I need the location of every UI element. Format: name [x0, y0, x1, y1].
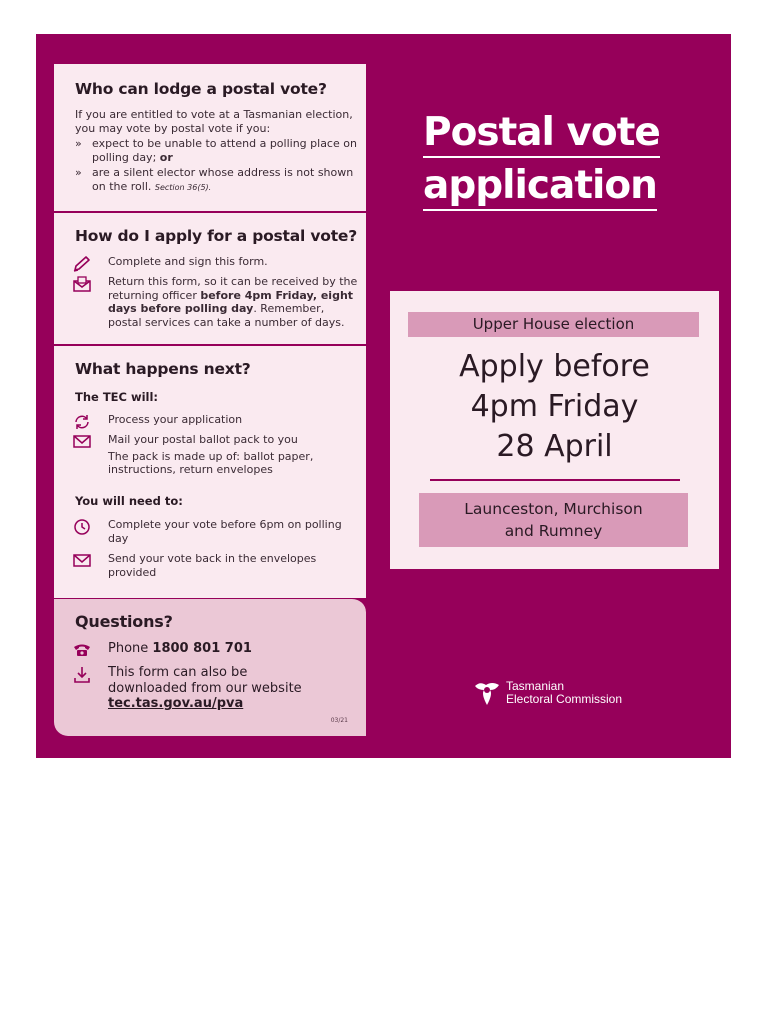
tec-will-label: The TEC will: — [75, 390, 159, 404]
download-text — [108, 665, 328, 712]
title-line1-text: Postal vote — [423, 110, 660, 158]
step2-part-b: . Remember, postal services can take a number of days. — [108, 302, 345, 329]
step2-deadline: before 4pm Friday, eight days before polling day — [108, 288, 354, 315]
region-line1: Launceston, Murchison — [464, 500, 643, 518]
step2-text — [108, 275, 358, 329]
step2-part-a: Return this form, so it can be received by the returning officer — [108, 275, 358, 302]
tec-logo — [472, 680, 642, 708]
next-heading: What happens next? — [75, 360, 251, 378]
who-intro: If you are entitled to vote at a Tasmanian election, you may vote by postal vote if you: — [75, 108, 353, 135]
download-icon — [72, 665, 94, 683]
you-need-label: You will need to: — [75, 494, 183, 508]
page-title-line1 — [423, 110, 660, 158]
bullet-mark: » — [75, 137, 82, 150]
bullet1-or: or — [159, 150, 173, 164]
how-to-apply-section — [54, 213, 366, 345]
deadline-line1: Apply before — [459, 349, 650, 384]
questions-section — [54, 598, 366, 736]
tec-logo-icon — [472, 680, 502, 708]
section-reference: Section 36(5). — [154, 182, 212, 192]
tec-item2-note: The pack is made up of: ballot paper, instructions, return envelopes — [108, 449, 314, 476]
bullet-mark: » — [75, 166, 82, 179]
title-line2-text: application — [423, 163, 657, 211]
bullet-silent-elector — [75, 166, 360, 194]
tec-item1: Process your application — [108, 413, 243, 426]
refresh-icon — [72, 413, 94, 431]
phone-text — [108, 641, 358, 657]
tec-item2 — [108, 433, 358, 477]
questions-heading: Questions? — [75, 612, 173, 631]
who-heading: Who can lodge a postal vote? — [75, 80, 327, 98]
logo-line1: Tasmanian — [506, 679, 565, 693]
who-can-lodge-section — [54, 64, 366, 212]
mail-icon — [72, 433, 94, 451]
envelope-form-icon — [72, 275, 94, 293]
phone-number[interactable]: 1800 801 701 — [152, 641, 252, 656]
download-description: This form can also be downloaded from our website — [108, 665, 302, 696]
logo-line2: Electoral Commission — [506, 692, 623, 706]
logo-text — [506, 680, 622, 706]
website-link[interactable]: tec.tas.gov.au/pva — [108, 696, 244, 711]
deadline-text — [390, 347, 719, 467]
deadline-line2: 4pm Friday — [470, 389, 639, 424]
phone-prefix: Phone — [108, 641, 149, 656]
who-bullets — [75, 137, 360, 196]
deadline-card — [390, 291, 719, 569]
form-code: 03/21 — [330, 717, 348, 724]
clock-icon — [72, 518, 94, 536]
bullet-unable-attend — [75, 137, 360, 164]
card-divider — [430, 479, 680, 481]
deadline-line3: 28 April — [496, 429, 613, 464]
bullet1-text: expect to be unable to attend a polling place on polling day; — [92, 137, 357, 164]
info-column — [54, 64, 366, 736]
election-type-badge: Upper House election — [408, 312, 699, 337]
region-line2: and Rumney — [504, 522, 603, 540]
you-item1: Complete your vote before 6pm on polling day — [108, 518, 342, 545]
step1-text: Complete and sign this form. — [108, 255, 268, 268]
how-heading: How do I apply for a postal vote? — [75, 227, 358, 245]
bullet2-text: are a silent elector whose address is not shown on the roll. — [92, 166, 354, 193]
tec-item2-text: Mail your postal ballot pack to you — [108, 433, 298, 446]
phone-icon — [72, 641, 94, 659]
pencil-icon — [72, 255, 94, 273]
you-item2: Send your vote back in the envelopes provided — [108, 552, 317, 579]
page-title-line2 — [423, 163, 657, 211]
mail-icon — [72, 552, 94, 570]
region-badge — [419, 493, 688, 547]
what-happens-next-section — [54, 346, 366, 598]
